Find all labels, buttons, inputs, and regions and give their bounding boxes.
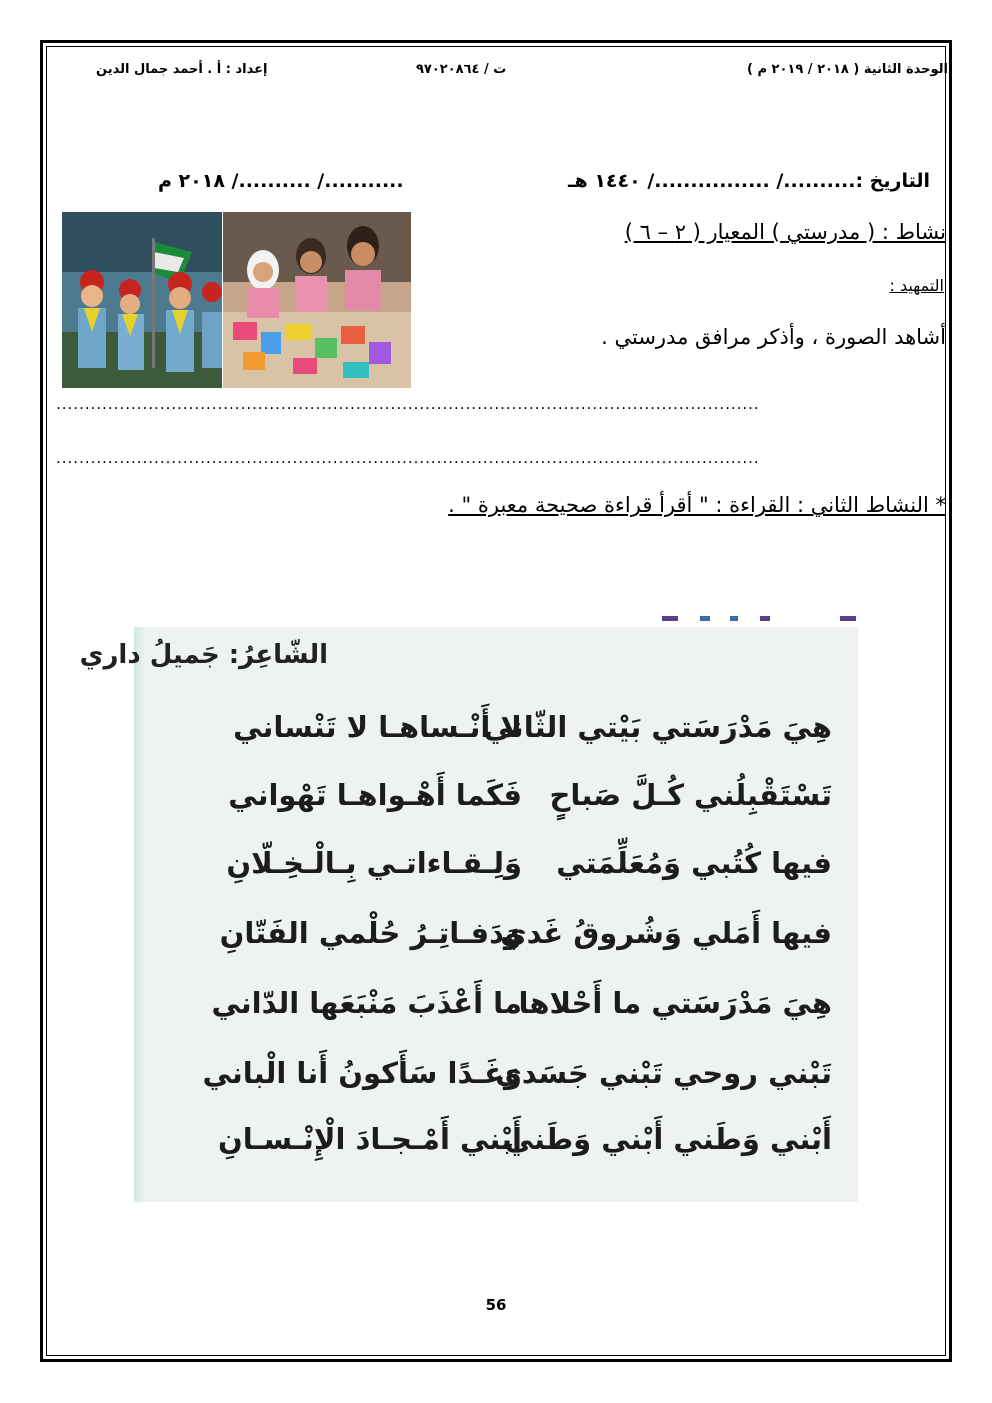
author-label: إعداد : أ . أحمد جمال الدين — [96, 62, 268, 77]
intro-title: التمهيد : — [889, 276, 944, 295]
date-gregorian: .........../ ........../ ٢٠١٨ م — [158, 170, 404, 192]
unit-label: الوحدة الثانية ( ٢٠١٨ / ٢٠١٩ م ) — [746, 62, 948, 77]
verse-4-second: وَدَفـاتِـرُ حُلْمي الفَتّانِ — [219, 916, 522, 950]
students-photo — [223, 212, 411, 388]
verse-5-second: ما أَعْذَبَ مَنْبَعَها الدّاني — [211, 986, 522, 1020]
verse-5-first: هِيَ مَدْرَسَتي ما أَحْلاها — [518, 986, 832, 1020]
verse-2-second: فَكَما أَهْـواهـا تَهْواني — [228, 778, 522, 812]
verse-3-second: وَلِـقـاءاتـي بِـالْـخِـلّانِ — [226, 846, 522, 880]
answer-line-2: .......................................................................................................................... — [56, 450, 760, 466]
poet-name: الشّاعِرُ: جَميلُ داري — [79, 640, 328, 670]
scouts-photo — [62, 212, 222, 388]
verse-1-second: لا أَنْـساهـا لا تَنْساني — [233, 710, 522, 744]
verse-6-first: تَبْني روحي تَبْني جَسَدي — [495, 1056, 832, 1090]
activity-label: نشاط : ( مدرستي ) المعيار ( ٢ – ٦ ) — [624, 220, 946, 244]
verse-6-second: وَغَـدًا سَأَكونُ أَنا الْباني — [202, 1056, 522, 1090]
verse-1-first: هِيَ مَدْرَسَتي بَيْتي الثّاني — [483, 710, 832, 744]
date-hijri: التاريخ :........../ ................/ ١٤٤٠ هـ — [568, 170, 930, 192]
verse-7-second: أَبْني أَمْـجـادَ الْإِنْـسـانِ — [218, 1122, 522, 1156]
verse-4-first: فيها أَمَلي وَشُروقُ غَدي — [500, 916, 832, 950]
poem-top-decoration — [660, 612, 860, 626]
page-number: 56 — [485, 1296, 507, 1314]
intro-instruction: أشاهد الصورة ، وأذكر مرافق مدرستي . — [601, 325, 946, 349]
answer-line-1: .......................................................................................................................... — [56, 396, 760, 412]
activity-two-label: * النشاط الثاني : القراءة : " أقرأ قراءة صحيحة معبرة " . — [448, 493, 946, 517]
phone-label: ت / ٩٧٠٢٠٨٦٤ — [416, 62, 507, 77]
verse-3-first: فيها كُتُبي وَمُعَلِّمَتي — [556, 846, 832, 880]
verse-2-first: تَسْتَقْبِلُني كُـلَّ صَباحٍ — [549, 778, 832, 812]
verse-7-first: أَبْني وَطَني أَبْني وَطَني — [504, 1122, 832, 1156]
